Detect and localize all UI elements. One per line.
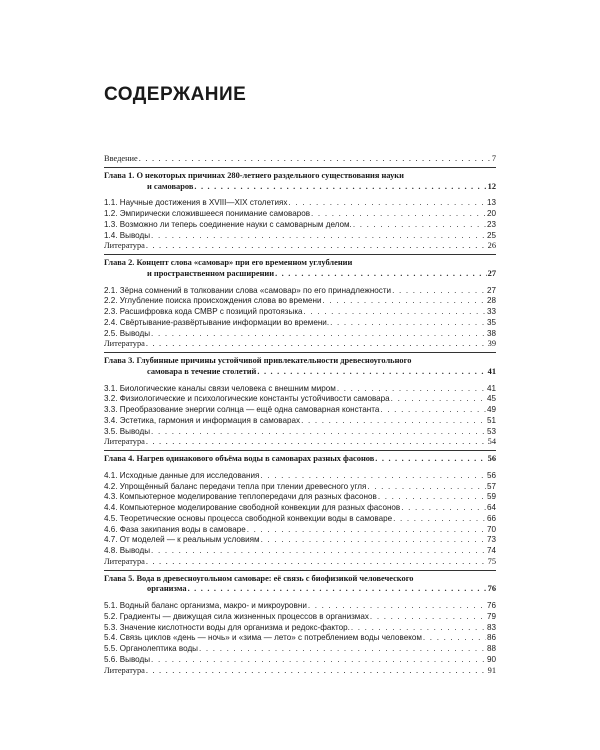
entry-text: 4.2. Упрощённый баланс передачи тепла при тлении древесного угля bbox=[104, 481, 367, 491]
toc-entry[interactable] bbox=[104, 231, 496, 242]
chapter-3-title[interactable]: Глава 3. Глубинные причины устойчивой привлекательности древесноугольного bbox=[104, 356, 412, 365]
dot-leader bbox=[380, 405, 486, 416]
entry-page: 73 bbox=[486, 535, 496, 545]
entry-page: 56 bbox=[487, 454, 496, 463]
entry-text: Глава 4. Нагрев одинакового объёма воды в самоварах разных фасонов bbox=[104, 454, 375, 463]
chapter-1-title[interactable]: Глава 1. О некоторых причинах 280-летнего раздельного существования науки bbox=[104, 170, 404, 180]
dot-leader bbox=[261, 535, 486, 546]
entry-text: 4.1. Исходные данные для исследования bbox=[104, 470, 260, 480]
entry-text: 4.5. Теоретические основы процесса свободной конвекции воды в самоваре bbox=[104, 513, 393, 523]
toc-entry[interactable] bbox=[104, 525, 496, 536]
dot-leader bbox=[151, 655, 486, 666]
toc-entry[interactable] bbox=[104, 318, 496, 329]
dot-leader bbox=[308, 601, 486, 612]
chapter-3-heading[interactable] bbox=[104, 367, 496, 378]
divider bbox=[104, 570, 496, 571]
toc-entry[interactable] bbox=[104, 514, 496, 525]
entry-text: 3.2. Физиологические и психологические константы устойчивости самовара bbox=[104, 394, 390, 404]
entry-text: 5.1. Водный баланс организма, макро- и микроуровни bbox=[104, 601, 307, 610]
divider bbox=[104, 167, 496, 168]
dot-leader bbox=[330, 318, 486, 329]
entry-page: 83 bbox=[486, 622, 496, 632]
entry-text: 2.4. Свёртывание-развёртывание информации во времени. bbox=[104, 317, 330, 327]
entry-text: 2.1. Зёрна сомнений в толковании слова «самовар» по его принадлежности bbox=[104, 285, 392, 295]
toc-entry[interactable] bbox=[104, 644, 496, 655]
entry-page: 54 bbox=[487, 437, 496, 447]
entry-page: 39 bbox=[487, 339, 496, 349]
toc-entry[interactable] bbox=[104, 384, 496, 395]
page-title: СОДЕРЖАНИЕ bbox=[104, 84, 247, 105]
entry-text: Литература bbox=[104, 556, 145, 566]
entry-text: Литература bbox=[104, 339, 145, 349]
entry-text: 5.4. Связь циклов «день — ночь» и «зима — лето» с потреблением воды человеком bbox=[104, 633, 422, 643]
dot-leader bbox=[146, 241, 487, 252]
entry-page: 35 bbox=[486, 317, 496, 327]
entry-page: 90 bbox=[486, 654, 496, 664]
toc-entry[interactable] bbox=[104, 286, 496, 297]
toc-entry[interactable] bbox=[104, 394, 496, 405]
dot-leader bbox=[194, 182, 486, 193]
dot-leader bbox=[375, 454, 486, 465]
toc-entry[interactable] bbox=[104, 623, 496, 634]
entry-text: и пространственном расширении bbox=[147, 268, 275, 278]
chapter-5-heading[interactable] bbox=[104, 584, 496, 595]
entry-text: 4.6. Фаза закипания воды в самоваре bbox=[104, 524, 246, 534]
chapter-4-heading[interactable] bbox=[104, 454, 496, 465]
dot-leader bbox=[151, 231, 486, 242]
entry-page: 76 bbox=[486, 601, 496, 610]
entry-text: 1.2. Эмпирически сложившееся понимание самоваров bbox=[104, 209, 311, 218]
toc-entry-literature[interactable] bbox=[104, 666, 496, 677]
entry-page: 91 bbox=[487, 665, 496, 675]
dot-leader bbox=[146, 437, 487, 448]
entry-text: 4.7. От моделей — к реальным условиям bbox=[104, 535, 260, 545]
entry-text: 5.6. Выводы bbox=[104, 654, 151, 664]
dot-leader bbox=[257, 367, 486, 378]
chapter-1-heading[interactable] bbox=[104, 182, 496, 193]
dot-leader bbox=[151, 546, 486, 557]
dot-leader bbox=[146, 557, 487, 568]
toc-entry[interactable] bbox=[104, 612, 496, 623]
toc-entry[interactable] bbox=[104, 633, 496, 644]
table-of-contents bbox=[104, 154, 496, 676]
dot-leader bbox=[146, 339, 487, 350]
entry-text: 2.2. Углубление поиска происхождения слова во времени bbox=[104, 296, 322, 306]
entry-page: 27 bbox=[486, 285, 496, 295]
dot-leader bbox=[323, 296, 486, 307]
entry-page: 75 bbox=[487, 556, 496, 566]
dot-leader bbox=[151, 329, 486, 340]
toc-entry[interactable] bbox=[104, 296, 496, 307]
entry-page: 13 bbox=[486, 198, 496, 208]
entry-text: 1.3. Возможно ли теперь соединение науки с самоварным делом. bbox=[104, 219, 352, 229]
toc-entry-literature[interactable] bbox=[104, 437, 496, 448]
dot-leader bbox=[378, 492, 486, 503]
entry-page: 79 bbox=[486, 611, 496, 621]
entry-page: 45 bbox=[486, 394, 496, 404]
dot-leader bbox=[275, 269, 487, 280]
dot-leader bbox=[311, 209, 486, 220]
dot-leader bbox=[260, 471, 486, 482]
entry-text: 2.3. Расшифровка кода СМВР с позиций протоязыка bbox=[104, 307, 303, 316]
entry-page: 53 bbox=[486, 426, 496, 436]
toc-entry[interactable] bbox=[104, 416, 496, 427]
chapter-2-title[interactable]: Глава 2. Концепт слова «самовар» при его временном углублении bbox=[104, 258, 353, 267]
entry-page: 7 bbox=[491, 154, 496, 163]
entry-text: Литература bbox=[104, 241, 145, 251]
entry-page: 25 bbox=[486, 230, 496, 240]
divider bbox=[104, 352, 496, 353]
entry-page: 59 bbox=[486, 492, 496, 502]
entry-page: 76 bbox=[487, 584, 496, 594]
toc-entry[interactable] bbox=[104, 503, 496, 514]
dot-leader bbox=[301, 416, 486, 427]
entry-text: 5.3. Значение кислотности воды для организма и редокс-фактор. bbox=[104, 622, 350, 632]
entry-text: 3.3. Преобразование энергии солнца — ещё одна самоварная константа bbox=[104, 405, 380, 414]
entry-page: 64 bbox=[486, 503, 496, 512]
entry-page: 26 bbox=[487, 241, 496, 251]
divider bbox=[104, 450, 496, 451]
dot-leader bbox=[392, 286, 486, 297]
entry-text: 1.4. Выводы bbox=[104, 230, 151, 240]
dot-leader bbox=[401, 503, 486, 514]
entry-text: Литература bbox=[104, 437, 145, 447]
toc-entry[interactable] bbox=[104, 535, 496, 546]
toc-entry-literature[interactable] bbox=[104, 557, 496, 568]
entry-page: 33 bbox=[486, 307, 496, 316]
entry-text: 4.4. Компьютерное моделирование свободной конвекции для разных фасонов bbox=[104, 503, 401, 512]
dot-leader bbox=[304, 307, 486, 318]
toc-entry[interactable] bbox=[104, 307, 496, 318]
entry-text: 5.2. Градиенты — движущая сила жизненных процессов в организмах bbox=[104, 611, 369, 621]
toc-entry[interactable] bbox=[104, 655, 496, 666]
dot-leader bbox=[247, 525, 486, 536]
entry-page: 38 bbox=[486, 328, 496, 338]
toc-entry[interactable] bbox=[104, 198, 496, 209]
toc-entry[interactable] bbox=[104, 492, 496, 503]
dot-leader bbox=[423, 633, 486, 644]
entry-page: 56 bbox=[486, 470, 496, 480]
toc-entry-literature[interactable] bbox=[104, 339, 496, 350]
entry-page: 74 bbox=[486, 546, 496, 555]
entry-page: 20 bbox=[486, 209, 496, 218]
dot-leader bbox=[139, 154, 491, 165]
dot-leader bbox=[391, 394, 486, 405]
entry-text: самовара в течение столетий bbox=[147, 366, 257, 376]
toc-entry-intro[interactable] bbox=[104, 154, 496, 165]
dot-leader bbox=[353, 220, 486, 231]
toc-entry[interactable] bbox=[104, 471, 496, 482]
divider bbox=[104, 254, 496, 255]
toc-entry[interactable] bbox=[104, 220, 496, 231]
entry-text: 3.1. Биологические каналы связи человека с внешним миром bbox=[104, 383, 336, 393]
entry-page: 41 bbox=[486, 383, 496, 393]
entry-text: 1.1. Научные достижения в XVIII—XIX столетиях bbox=[104, 198, 288, 208]
entry-text: 3.5. Выводы bbox=[104, 426, 151, 436]
dot-leader bbox=[151, 427, 486, 438]
toc-entry[interactable] bbox=[104, 427, 496, 438]
dot-leader bbox=[337, 384, 486, 395]
entry-page: 49 bbox=[486, 405, 496, 414]
toc-entry[interactable] bbox=[104, 482, 496, 493]
dot-leader bbox=[288, 198, 486, 209]
entry-page: 41 bbox=[487, 366, 496, 376]
toc-entry[interactable] bbox=[104, 601, 496, 612]
toc-entry-literature[interactable] bbox=[104, 241, 496, 252]
toc-entry[interactable] bbox=[104, 329, 496, 340]
entry-page: 88 bbox=[486, 644, 496, 653]
entry-page: 86 bbox=[486, 633, 496, 643]
entry-page: 28 bbox=[486, 296, 496, 306]
entry-page: 66 bbox=[486, 513, 496, 523]
entry-page: 70 bbox=[486, 524, 496, 534]
entry-text: и самоваров bbox=[147, 181, 194, 191]
entry-text: 5.5. Органолептика воды bbox=[104, 644, 198, 653]
entry-page: 12 bbox=[487, 181, 496, 191]
entry-page: 57 bbox=[486, 481, 496, 491]
dot-leader bbox=[367, 482, 486, 493]
entry-page: 23 bbox=[486, 219, 496, 229]
entry-text: 4.8. Выводы bbox=[104, 546, 151, 555]
entry-text: организма bbox=[147, 584, 187, 594]
entry-text: Введение bbox=[104, 154, 138, 163]
toc-entry[interactable] bbox=[104, 405, 496, 416]
dot-leader bbox=[188, 584, 487, 595]
entry-page: 51 bbox=[486, 415, 496, 425]
toc-entry[interactable] bbox=[104, 546, 496, 557]
dot-leader bbox=[351, 623, 486, 634]
dot-leader bbox=[370, 612, 486, 623]
entry-text: 2.5. Выводы bbox=[104, 328, 151, 338]
entry-page: 27 bbox=[487, 268, 496, 278]
entry-text: 3.4. Эстетика, гармония и информация в самоварах bbox=[104, 415, 301, 425]
dot-leader bbox=[199, 644, 486, 655]
toc-entry[interactable] bbox=[104, 209, 496, 220]
entry-text: Литература bbox=[104, 665, 145, 675]
entry-text: 4.3. Компьютерное моделирование теплопередачи для разных фасонов bbox=[104, 492, 377, 502]
chapter-2-heading[interactable] bbox=[104, 269, 496, 280]
chapter-5-title[interactable]: Глава 5. Вода в древесноугольном самоваре: её связь с биофизикой человеческого bbox=[104, 573, 414, 583]
dot-leader bbox=[393, 514, 486, 525]
dot-leader bbox=[146, 666, 487, 677]
